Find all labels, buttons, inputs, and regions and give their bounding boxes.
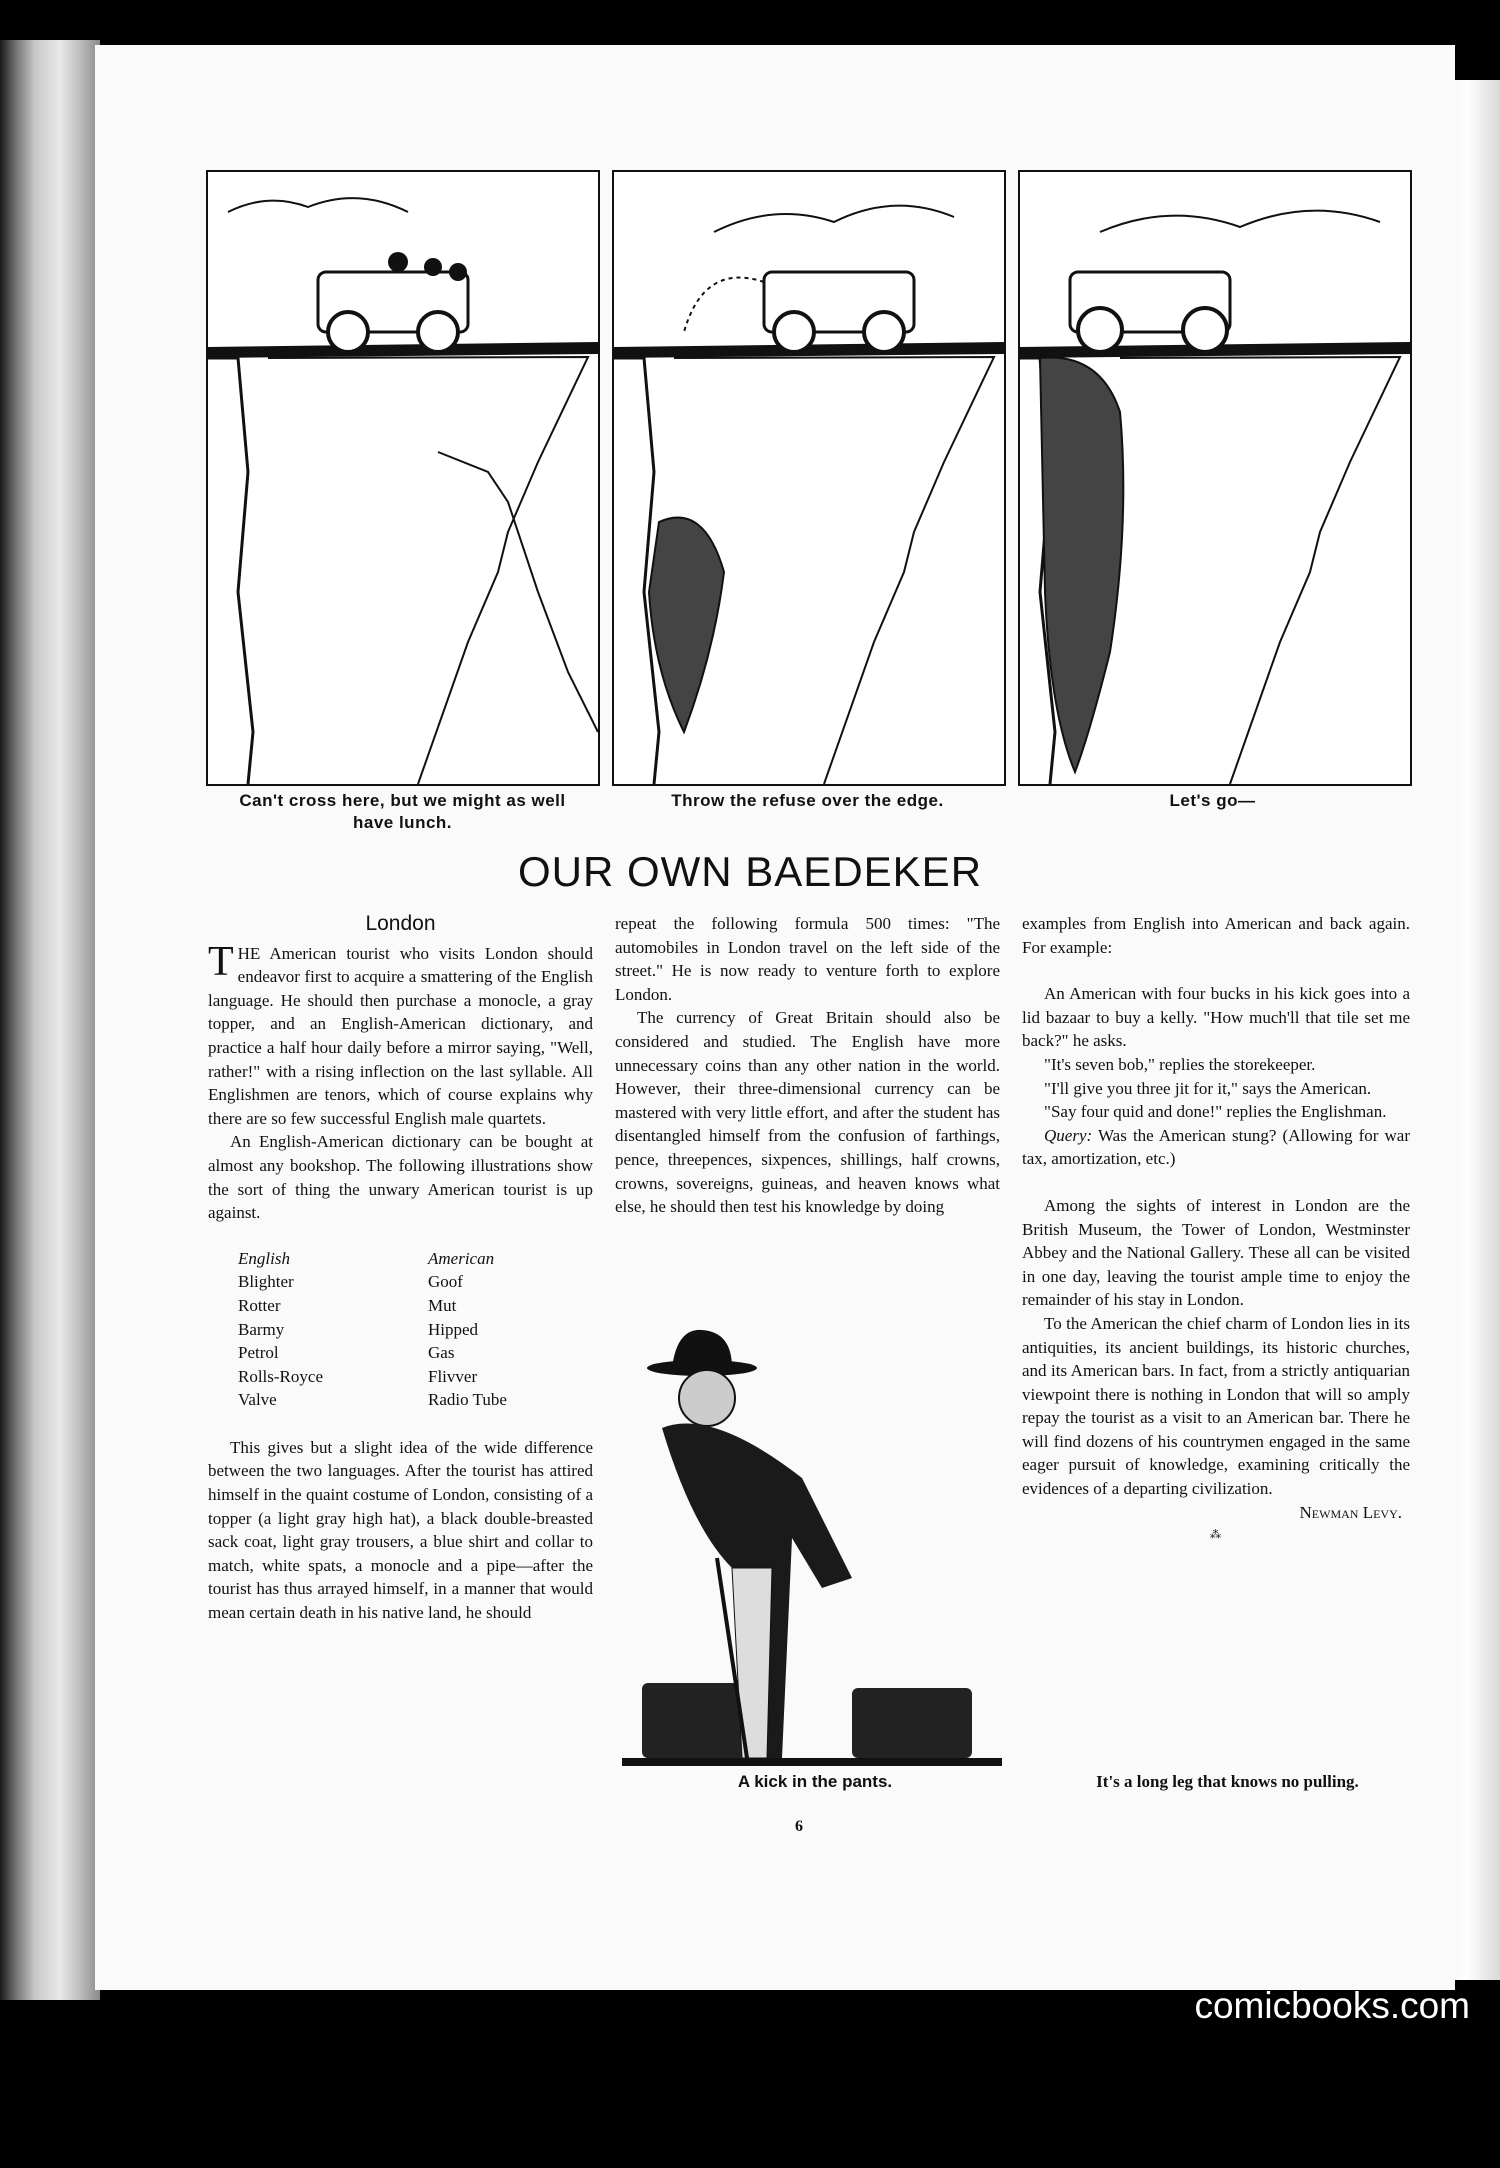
query-text: Was the American stung? (Allowing for war tax, amortization, etc.) xyxy=(1022,1125,1410,1169)
col3-paragraph-1: examples from English into American and back again. For example: xyxy=(1022,914,1410,957)
glossary-header-american: American xyxy=(428,1248,495,1268)
photo-caption: A kick in the pants. xyxy=(737,1772,893,1791)
glossary-en: Blighter xyxy=(238,1272,294,1292)
col1-paragraph-1 xyxy=(208,938,593,1131)
glossary-en: Rotter xyxy=(238,1295,281,1315)
tourist-figure-drawing xyxy=(622,1328,1002,1768)
query-label: Query: xyxy=(1044,1125,1093,1145)
glossary-am: Radio Tube xyxy=(428,1390,507,1410)
col1-paragraph-2: An English-American dictionary can be bought at almost any bookshop. The following illustrations show the sort of thing the unwary American tourist is up against. xyxy=(208,1132,593,1223)
panel-3-drawing xyxy=(1020,172,1410,784)
col3-paragraph-7: To the American the chief charm of London lies in its antiquities, its ancient buildings, its historic churches, and its American bars. In fact, from a strictly antiquarian viewpoint there is nothing in London that will so amply repay the tourist as a visit to an American bar. There he will find dozens of his countrymen engaged in the same eager pursuit of knowledge, examining critically the evidences of a departing civilization. xyxy=(1022,1313,1410,1499)
filler-joke: It's a long leg that knows no pulling. xyxy=(1096,1772,1359,1791)
panel-1-drawing xyxy=(208,172,598,784)
col1-p1-text: American tourist who visits London should endeavor first to acquire a smattering of the English language. He should then purchase a monocle, a gray topper, and an English-American dictionary, and practice a half hour daily before a mirror saying, "Well, rather!" with a rising inflection on the last syllable. All Englishmen are tenors, which of course explains why there are so few successful English male quartets. xyxy=(208,943,593,1128)
article-title: OUR OWN BAEDEKER xyxy=(517,848,983,895)
glossary-am: Mut xyxy=(428,1295,457,1315)
glossary-header-english: English xyxy=(238,1248,290,1268)
lead-smallcaps: HE xyxy=(237,943,261,963)
article-column-2 xyxy=(615,912,1000,1219)
glossary-am: Goof xyxy=(428,1272,463,1292)
glossary-am: Flivver xyxy=(428,1366,478,1386)
col3-paragraph-4: "I'll give you three jit for it," says the American. xyxy=(1044,1078,1372,1098)
glossary-en: Valve xyxy=(238,1390,277,1410)
author-signature: Newman Levy. xyxy=(1299,1502,1402,1522)
comic-caption-1: Can't cross here, but we might as well have lunch. xyxy=(239,791,566,832)
article-column-1 xyxy=(208,912,593,1625)
glossary-am: Gas xyxy=(428,1343,455,1363)
glossary-en: Barmy xyxy=(238,1319,285,1339)
separator-stars: ⁂ xyxy=(1210,1529,1222,1542)
comic-panel-3 xyxy=(1018,170,1412,786)
panel-2-drawing xyxy=(614,172,1004,784)
col3-paragraph-5: "Say four quid and done!" replies the Englishman. xyxy=(1044,1102,1387,1122)
drop-cap: T xyxy=(208,938,234,985)
col2-paragraph-2: The currency of Great Britain should also be considered and studied. The English have more unnecessary coins than any other nation in the world. However, their three-dimensional currency can be mastered with very little effort, and after the student has disentangled himself from the confusion of farthings, pence, threepences, sixpences, shillings, half crowns, crowns, sovereigns, guineas, and heaven knows what else, he should then test his knowledge by doing xyxy=(615,1008,1000,1217)
comic-caption-3: Let's go— xyxy=(1169,791,1256,810)
glossary-am: Hipped xyxy=(428,1319,479,1339)
comic-panel-1 xyxy=(206,170,600,786)
glossary-en: Rolls-Royce xyxy=(238,1366,323,1386)
page-number: 6 xyxy=(795,1818,803,1835)
col3-paragraph-3: "It's seven bob," replies the storekeeper. xyxy=(1044,1054,1316,1074)
book-page-edges xyxy=(0,40,100,2000)
glossary-table xyxy=(238,1247,593,1412)
tourist-photo xyxy=(622,1328,1002,2168)
comic-panel-2 xyxy=(612,170,1006,786)
col3-paragraph-2: An American with four bucks in his kick goes into a lid bazaar to buy a kelly. "How much'll that tile set me back?" he asks. xyxy=(1022,984,1410,1051)
article-column-3 xyxy=(1022,912,1410,1548)
col2-paragraph-1: repeat the following formula 500 times: "The automobiles in London travel on the left side of the street." He is now ready to venture forth to explore London. xyxy=(615,914,1000,1004)
watermark: comicbooks.com xyxy=(1194,1985,1470,2026)
article-subtitle: London xyxy=(365,912,436,935)
comic-caption-2: Throw the refuse over the edge. xyxy=(671,791,944,810)
col3-paragraph-6: Among the sights of interest in London are the British Museum, the Tower of London, Westminster Abbey and the National Gallery. These all can be visited in one day, leaving the tourist ample time to enjoy the remainder of his stay in London. xyxy=(1022,1195,1410,1310)
col3-query xyxy=(1022,1124,1410,1171)
glossary-en: Petrol xyxy=(238,1343,279,1363)
col1-paragraph-3: This gives but a slight idea of the wide difference between the two languages. After the tourist has attired himself in the quaint costume of London, consisting of a topper (a light gray high hat), a black double-breasted sack coat, light gray trousers, a blue shirt and collar to match, white spats, a monocle and a pipe—after the tourist has thus arrayed himself, in a manner that would mean certain death in his native land, he should xyxy=(208,1437,593,1623)
